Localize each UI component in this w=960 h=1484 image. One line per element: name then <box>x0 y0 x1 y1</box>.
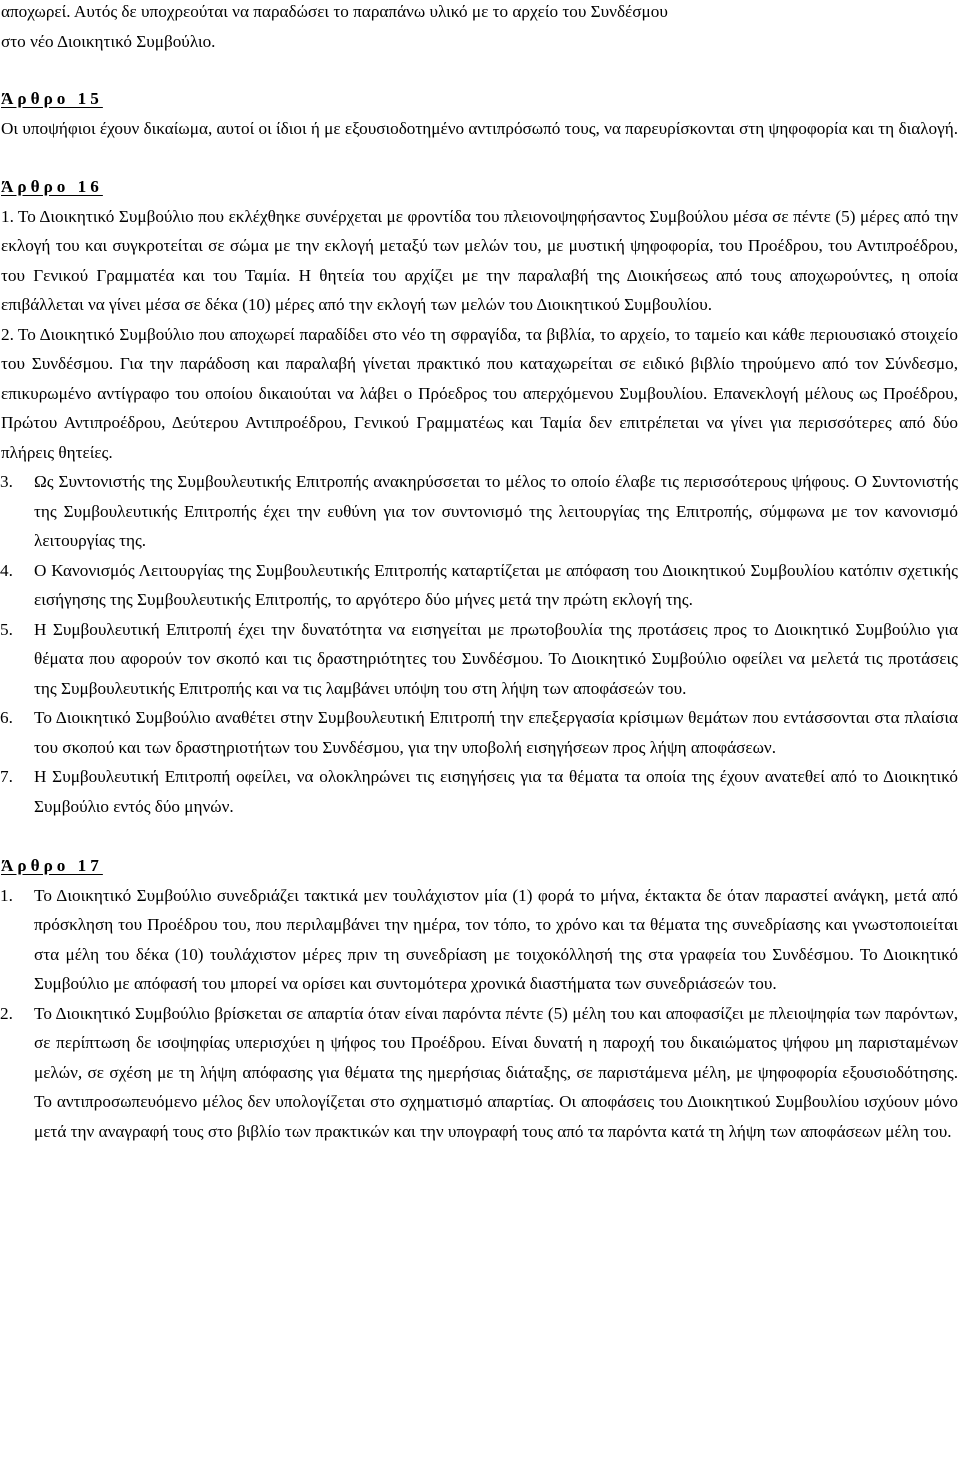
paragraph-number: 7. <box>0 767 13 786</box>
paragraph-text: Η Συμβουλευτική Επιτροπή έχει την δυνατότητα να εισηγείται με πρωτοβουλία της προτάσεις προς το Διοικητικό Συμβούλιο για θέματα που αφορούν τον σκοπό και τις δραστηριότητες του Συνδέσμου. Το Διοικητικό Συμβούλιο οφείλει να μελετά τις προτάσεις της Συμβουλευτικής Επιτροπής και να τις λαμβάνει υπόψη του στη λήψη των αποφάσεών του. <box>34 619 958 698</box>
article-16-paragraph-6 <box>0 703 958 762</box>
article-16-paragraph-1 <box>1 202 958 320</box>
paragraph-text: Ο Κανονισμός Λειτουργίας της Συμβουλευτικής Επιτροπής καταρτίζεται με απόφαση του Διοικητικού Συμβουλίου κατόπιν σχετικής εισήγησης της Συμβουλευτικής Επιτροπής, το αργότερο δύο μήνες μετά την πρώτη εκλογή της. <box>34 560 958 609</box>
paragraph-number: 1. <box>1 206 14 226</box>
article-16-body <box>0 202 958 822</box>
paragraph-text: Το Διοικητικό Συμβούλιο συνεδριάζει τακτικά μεν τουλάχιστον μία (1) φορά το μήνα, έκτακτα δε όταν παραστεί ανάγκη, μετά από πρόσκληση του Προέδρου του, που περιλαμβάνει την ημέρα, τον τόπο, το χρόνο και τα θέματα της συνεδρίασης και γνωστοποιείται στα μέλη του δέκα (10) τουλάχιστον μέρες πριν τη συνεδρίαση με τοιχοκόλλησή της στα γραφεία του Συνδέσμου. Το Διοικητικό Συμβούλιο με απόφασή του μπορεί να ορίσει και συντομότερα χρονικά διαστήματα των συνεδριάσεών του. <box>34 885 958 993</box>
article-17-paragraph-1 <box>0 881 958 999</box>
paragraph-text: Το Διοικητικό Συμβούλιο αναθέτει στην Συμβουλευτική Επιτροπή την επεξεργασία κρίσιμων θεμάτων που εντάσσονται στα πλαίσια του σκοπού και των δραστηριοτήτων του Συνδέσμου, για την υποβολή εισηγήσεων προς λήψη αποφάσεων. <box>34 708 958 757</box>
article-17-paragraph-2 <box>0 999 958 1147</box>
article-16-paragraph-3 <box>0 467 958 556</box>
paragraph-number: 2. <box>1 324 14 344</box>
article-16-paragraph-4 <box>0 556 958 615</box>
intro-fragment <box>1 0 958 56</box>
paragraph-text: Το Διοικητικό Συμβούλιο που εκλέχθηκε συνέρχεται με φροντίδα του πλειονοψηφήσαντος Συμβούλου μέσα σε πέντε (5) μέρες από την εκλογή του και συγκροτείται σε σώμα με την εκλογή μεταξύ των μελών του, με μυστική ψηφοφορία, του Προέδρου, του Αντιπροέδρου, του Γενικού Γραμματέα και του Ταμία. Η θητεία του αρχίζει με την παραλαβή της Διοικήσεως από τους αποχωρούντες, η οποία επιβάλλεται να γίνει μέσα σε δέκα (10) μέρες από την εκλογή των μελών του Διοικητικού Συμβουλίου. <box>1 206 958 314</box>
paragraph-number: 2. <box>0 1003 13 1023</box>
paragraph-number: 4. <box>0 560 13 580</box>
article-15-heading: Άρθρο 15 <box>1 89 103 108</box>
paragraph-text: Ως Συντονιστής της Συμβουλευτικής Επιτροπής ανακηρύσσεται το μέλος το οποίο έλαβε τις περισσότερους ψήφους. Ο Συντονιστής της Συμβουλευτικής Επιτροπής έχει την ευθύνη για τον συντονισμό της λειτουργίας της Επιτροπής, σύμφωνα με τον κανονισμό λειτουργίας της. <box>34 472 958 550</box>
article-17-body <box>0 881 958 1147</box>
paragraph-text: Το Διοικητικό Συμβούλιο που αποχωρεί παραδίδει στο νέο τη σφραγίδα, τα βιβλία, το αρχείο, το ταμείο και κάθε περιουσιακό στοιχείο του Συνδέσμου. Για την παράδοση και παραλαβή γίνεται πρακτικό που καταχωρείται σε ειδικό βιβλίο τηρούμενο από τον Σύνδεσμο, επικυρωμένο αντίγραφο του οποίου δικαιούται να λάβει ο Πρόεδρος του απερχόμενου Συμβουλίου. Επανεκλογή μέλους ως Προέδρου, Πρώτου Αντιπροέδρου, Δεύτερου Αντιπροέδρου, Γενικού Γραμματέως και Ταμία δεν επιτρέπεται να γίνει για περισσότερες από δύο πλήρεις θητείες. <box>1 324 958 462</box>
paragraph-number: 6. <box>0 708 13 727</box>
intro-line-2: στο νέο Διοικητικό Συμβούλιο. <box>1 31 216 51</box>
paragraph-number: 3. <box>0 472 13 491</box>
paragraph-number: 5. <box>0 619 13 639</box>
paragraph-text: Το Διοικητικό Συμβούλιο βρίσκεται σε απαρτία όταν είναι παρόντα πέντε (5) μέλη του και αποφασίζει με πλειοψηφία των παρόντων, σε περίπτωση δε ισοψηφίας υπερισχύει η ψήφος του Προέδρου. Είναι δυνατή η παροχή του δικαιώματος ψήφου μη παρισταμένων μελών, σε σχέση με τη λήψη απόφασης για θέματα της ημερήσιας διάταξης, σε παριστάμενα μέλη, με ψηφοφορία εξουσιοδότησης. Το αντιπροσωπευόμενο μέλος δεν υπολογίζεται στο σχηματισμό απαρτίας. Οι αποφάσεις του Διοικητικού Συμβουλίου ισχύουν μόνο μετά την αναγραφή τους στο βιβλίο των πρακτικών και την υπογραφή τους από τα παρόντα κατά τη λήψη των αποφάσεων μέλη του. <box>34 1003 958 1141</box>
intro-line-1: αποχωρεί. Αυτός δε υποχρεούται να παραδώσει το παραπάνω υλικό με το αρχείο του Συνδέσμου <box>1 2 668 21</box>
article-16-heading: Άρθρο 16 <box>1 177 103 196</box>
article-15-text: Οι υποψήφιοι έχουν δικαίωμα, αυτοί οι ίδιοι ή με εξουσιοδοτημένο αντιπρόσωπό τους, να παρευρίσκονται στη ψηφοφορία και τη διαλογή. <box>1 118 959 138</box>
article-16-paragraph-7 <box>0 762 958 821</box>
article-16-paragraph-2 <box>1 320 958 468</box>
article-16-paragraph-5 <box>0 615 958 704</box>
article-17-heading: Άρθρο 17 <box>1 856 103 875</box>
paragraph-number: 1. <box>0 885 13 905</box>
paragraph-text: Η Συμβουλευτική Επιτροπή οφείλει, να ολοκληρώνει τις εισηγήσεις για τα θέματα τα οποία της έχουν ανατεθεί από το Διοικητικό Συμβούλιο εντός δύο μηνών. <box>34 767 958 816</box>
